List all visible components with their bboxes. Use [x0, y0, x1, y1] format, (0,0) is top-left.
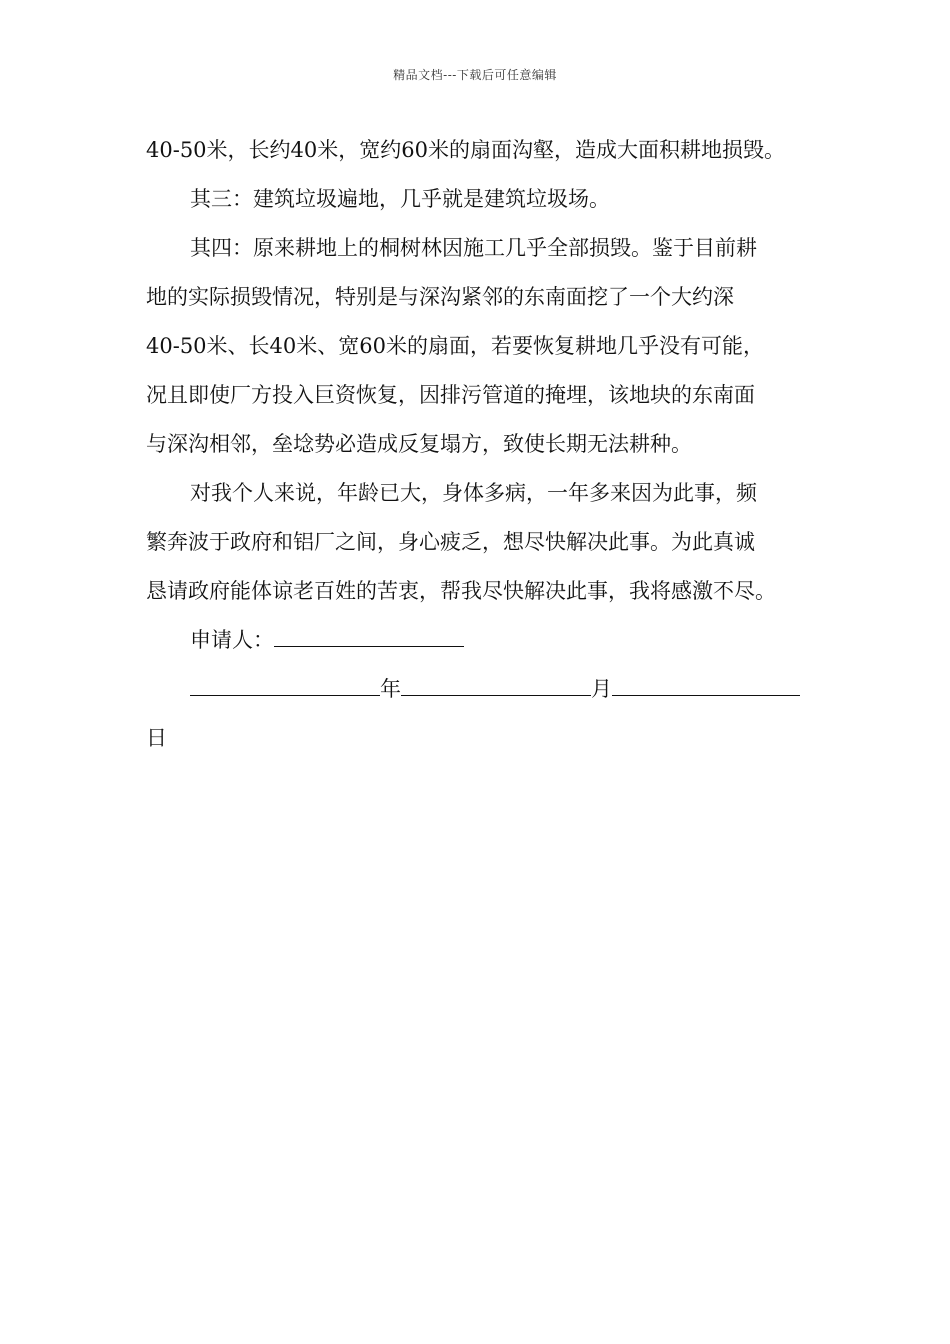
month-label: 月: [591, 677, 612, 701]
year-label: 年: [380, 677, 401, 701]
body-line-8: 对我个人来说，年龄已大，身体多病，一年多来因为此事，频: [190, 481, 757, 505]
body-line-2: 其三：建筑垃圾遍地，几乎就是建筑垃圾场。: [190, 187, 610, 211]
day-line: [146, 714, 826, 763]
body-line-7: 与深沟相邻，垒埝势必造成反复塌方，致使长期无法耕种。: [146, 432, 692, 456]
applicant-line: [146, 616, 826, 665]
day-blank[interactable]: [612, 665, 800, 696]
month-blank[interactable]: [401, 665, 591, 696]
body-line-5: 40-50米、长40米、宽60米的扇面，若要恢复耕地几乎没有可能，: [146, 334, 764, 358]
page-header: 精品文档---下载后可任意编辑: [393, 68, 557, 82]
body-line-4: 地的实际损毁情况，特别是与深沟紧邻的东南面挖了一个大约深: [146, 285, 734, 309]
date-line: [146, 665, 826, 714]
applicant-name-blank[interactable]: [274, 616, 464, 647]
body-line-9: 繁奔波于政府和铝厂之间，身心疲乏，想尽快解决此事。为此真诚: [146, 530, 755, 554]
document-body: [146, 126, 826, 763]
body-line-3: 其四：原来耕地上的桐树林因施工几乎全部损毁。鉴于目前耕: [190, 236, 757, 260]
applicant-label: 申请人：: [190, 628, 274, 652]
day-label: 日: [146, 726, 167, 750]
body-line-6: 况且即使厂方投入巨资恢复，因排污管道的掩埋，该地块的东南面: [146, 383, 755, 407]
body-line-10: 恳请政府能体谅老百姓的苦衷，帮我尽快解决此事，我将感激不尽。: [146, 579, 776, 603]
year-blank[interactable]: [190, 665, 380, 696]
body-line-1: 40-50米，长约40米，宽约60米的扇面沟壑，造成大面积耕地损毁。: [146, 138, 785, 162]
